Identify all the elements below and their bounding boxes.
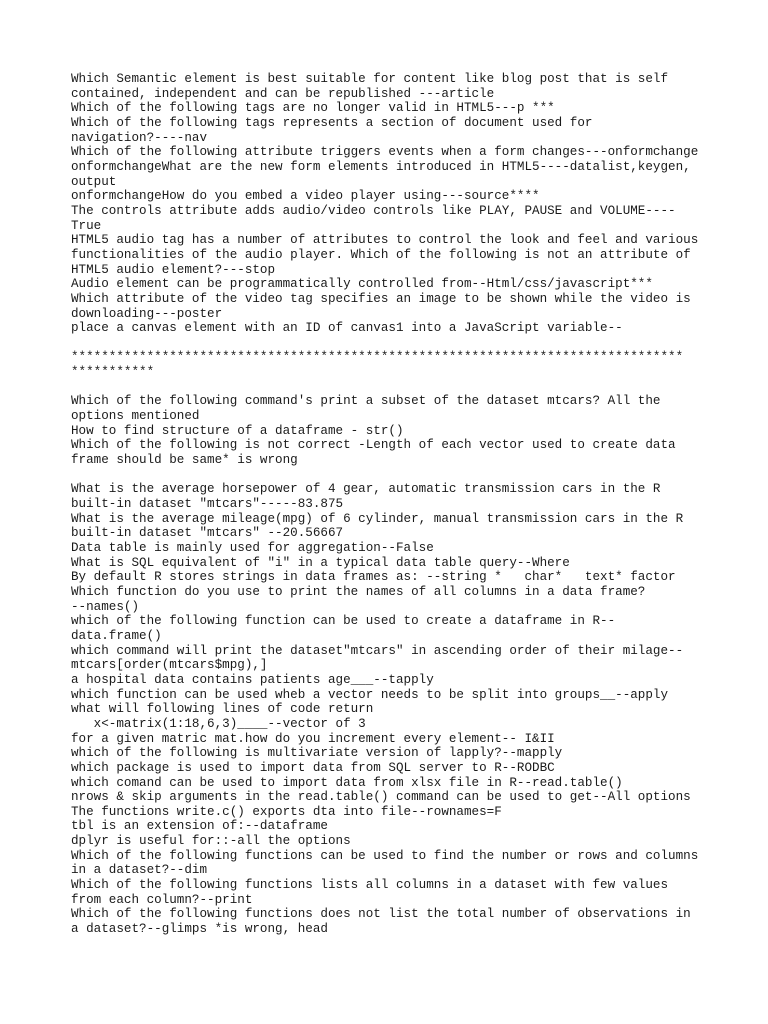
text-line: x<-matrix(1:18,6,3)____--vector of 3 [71, 716, 366, 731]
text-line: dplyr is useful for::-all the options [71, 834, 351, 849]
text-line: What is the average mileage(mpg) of 6 cylinder, manual transmission cars in the R [71, 511, 684, 526]
text-line: functionalities of the audio player. Which of the following is not an attribute of [71, 247, 691, 262]
text-line: Which function do you use to print the names of all columns in a data frame? [71, 584, 646, 599]
text-line: Which of the following tags represents a section of document used for [71, 115, 593, 130]
text-line: which function can be used wheb a vector needs to be split into groups__--apply [71, 687, 669, 702]
text-line: built-in dataset "mtcars" --20.56667 [71, 526, 344, 541]
text-line: By default R stores strings in data frames as: --string * char* text* factor [71, 570, 676, 585]
text-line: which package is used to import data from SQL server to R--RODBC [71, 760, 555, 775]
text-line: mtcars[order(mtcars$mpg),] [71, 658, 268, 673]
text-line [71, 380, 711, 395]
text-line: Which of the following functions lists all columns in a dataset with few values [71, 878, 669, 893]
text-line: Which of the following command's print a subset of the dataset mtcars? All the [71, 394, 661, 409]
text-line: tbl is an extension of:--dataframe [71, 819, 328, 834]
text-line: Data table is mainly used for aggregation--False [71, 541, 434, 555]
text-line: What is SQL equivalent of "i" in a typical data table query--Where [71, 555, 570, 570]
text-line: What is the average horsepower of 4 gear, automatic transmission cars in the R [71, 482, 661, 497]
text-line: ********************************************************************************* [71, 350, 684, 365]
text-line: a hospital data contains patients age___--tapply [71, 672, 434, 687]
text-line: built-in dataset "mtcars"-----83.875 [71, 497, 344, 512]
document-text [71, 72, 711, 937]
text-line [71, 336, 711, 351]
text-line: from each column?--print [71, 892, 253, 907]
text-line: Which of the following is not correct -Length of each vector used to create data [71, 438, 676, 453]
text-line: HTML5 audio element?---stop [71, 262, 276, 277]
text-line: Which of the following tags are no longer valid in HTML5---p *** [71, 101, 555, 116]
text-line [71, 468, 711, 483]
text-line: which of the following function can be used to create a dataframe in R-- [71, 614, 616, 629]
text-line: which comand can be used to import data from xlsx file in R--read.table() [71, 775, 623, 790]
text-line: frame should be same* is wrong [71, 453, 298, 468]
text-line: How to find structure of a dataframe - str() [71, 423, 404, 438]
text-line: nrows & skip arguments in the read.table() command can be used to get--All options [71, 790, 691, 805]
text-line: The controls attribute adds audio/video controls like PLAY, PAUSE and VOLUME---- [71, 203, 676, 218]
text-line: navigation?----nav [71, 130, 208, 145]
text-line: options mentioned [71, 409, 200, 424]
text-line: onformchangeHow do you embed a video player using---source**** [71, 189, 540, 204]
text-line: Audio element can be programmatically controlled from--Html/css/javascript*** [71, 277, 653, 292]
text-line: data.frame() [71, 628, 162, 643]
text-line: The functions write.c() exports dta into file--rownames=F [71, 804, 502, 819]
text-line: Which of the following attribute triggers events when a form changes---onformchange [71, 145, 699, 160]
text-line: which command will print the dataset"mtcars" in ascending order of their milage-- [71, 643, 684, 658]
text-line: Which of the following functions can be used to find the number or rows and columns [71, 848, 699, 863]
text-line: output [71, 174, 117, 189]
text-line: Which attribute of the video tag specifies an image to be shown while the video is [71, 291, 691, 306]
text-line: onformchangeWhat are the new form elements introduced in HTML5----datalist,keygen, [71, 159, 691, 174]
text-line: --names() [71, 599, 140, 614]
text-line: HTML5 audio tag has a number of attributes to control the look and feel and various [71, 233, 699, 248]
text-line: for a given matric mat.how do you increment every element-- I&II [71, 731, 555, 746]
text-line: *********** [71, 365, 155, 380]
text-line: contained, independent and can be republished ---article [71, 86, 495, 101]
text-line: Which Semantic element is best suitable for content like blog post that is self [71, 72, 669, 86]
text-line: a dataset?--glimps *is wrong, head [71, 922, 328, 937]
text-line: in a dataset?--dim [71, 863, 208, 878]
text-line: which of the following is multivariate version of lapply?--mapply [71, 746, 563, 761]
text-line: place a canvas element with an ID of canvas1 into a JavaScript variable-- [71, 321, 623, 336]
text-line: downloading---poster [71, 306, 223, 321]
text-line: True [71, 218, 102, 233]
text-line: Which of the following functions does not list the total number of observations in [71, 907, 691, 922]
text-line: what will following lines of code return [71, 702, 374, 717]
